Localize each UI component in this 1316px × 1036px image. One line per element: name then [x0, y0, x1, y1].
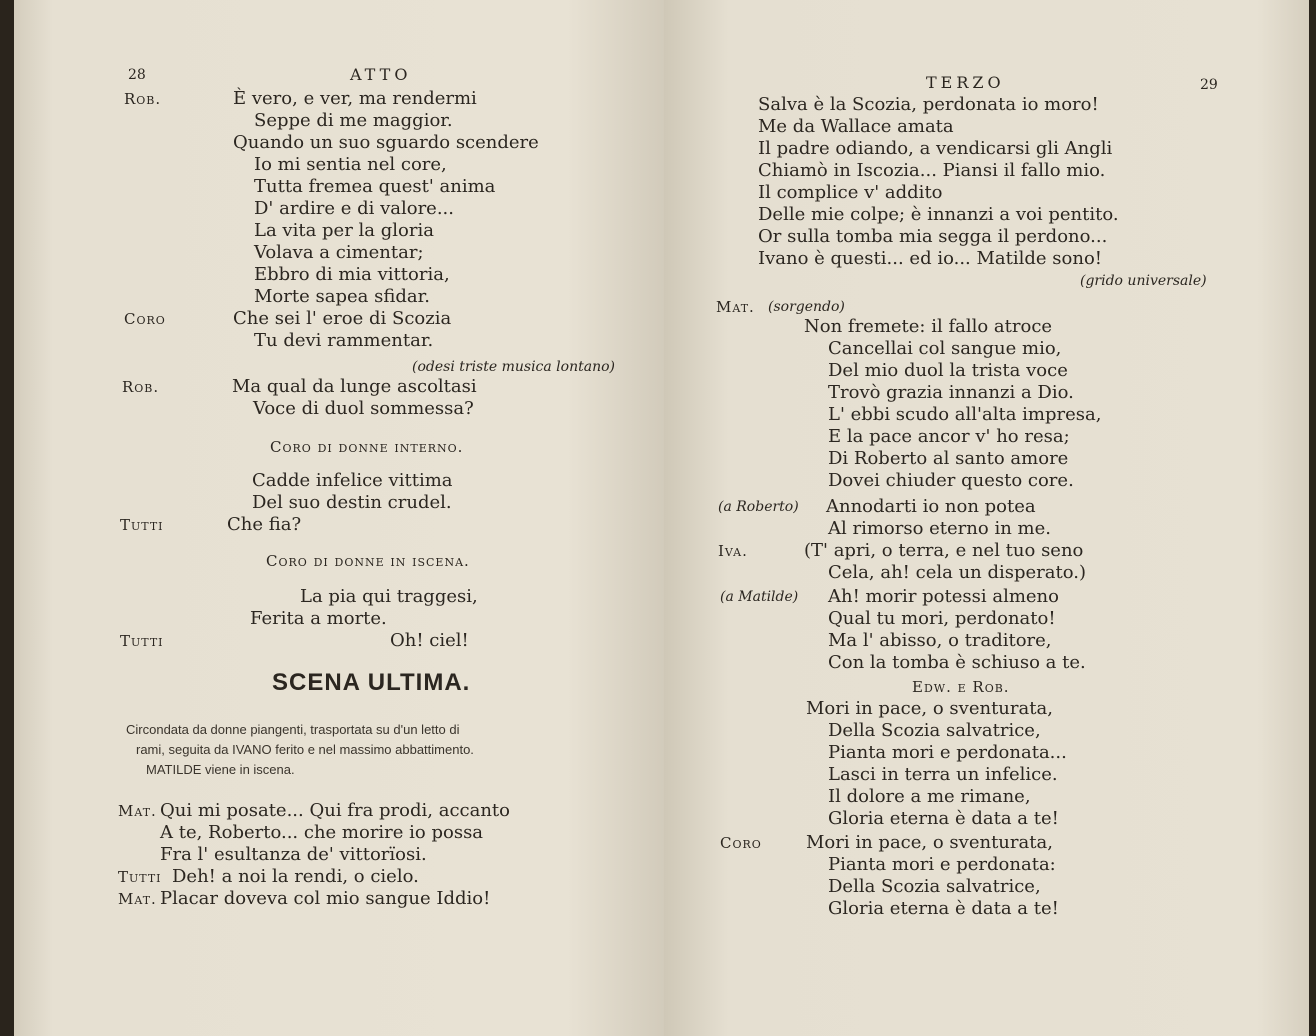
verse-line: (T' apri, o terra, e nel tuo seno: [804, 540, 1084, 561]
verse-line: Al rimorso eterno in me.: [828, 518, 1051, 539]
scene-title: SCENA ULTIMA.: [272, 669, 471, 696]
verse-line: Tu devi rammentar.: [254, 330, 434, 351]
verse-line: Il dolore a me rimane,: [828, 786, 1031, 807]
verse-line: Chiamò in Iscozia... Piansi il fallo mio.: [758, 160, 1106, 181]
speaker-iva: Iva.: [718, 542, 748, 560]
speaker-tutti: Tutti: [120, 516, 164, 534]
verse-line: Dovei chiuder questo core.: [828, 470, 1074, 491]
stage-direction: MATILDE viene in iscena.: [146, 762, 295, 777]
verse-line: Salva è la Scozia, perdonata io moro!: [758, 94, 1099, 115]
verse-line: A te, Roberto... che morire io possa: [160, 822, 484, 843]
verse-line: L' ebbi scudo all'alta impresa,: [828, 404, 1102, 425]
verse-line: Che fia?: [227, 514, 302, 535]
stage-direction-music: (odesi triste musica lontano): [412, 359, 615, 375]
stage-direction: Circondata da donne piangenti, trasportata su d'un letto di: [126, 722, 460, 737]
verse-line: Mori in pace, o sventurata,: [806, 832, 1053, 853]
stage-direction-sorgendo: (sorgendo): [768, 299, 845, 315]
left-page: [14, 0, 664, 1036]
running-header-right: TERZO: [926, 73, 1005, 92]
verse-line: Volava a cimentar;: [254, 242, 424, 263]
speaker-label: Coro: [124, 310, 166, 328]
verse-line: Non fremete: il fallo atroce: [804, 316, 1053, 337]
verse-line: Qui mi posate... Qui fra prodi, accanto: [160, 800, 510, 821]
verse-line: Gloria eterna è data a te!: [828, 808, 1059, 829]
verse-line: Io mi sentia nel core,: [254, 154, 447, 175]
verse-line: Il padre odiando, a vendicarsi gli Angli: [758, 138, 1113, 159]
verse-line: Ah! morir potessi almeno: [828, 586, 1059, 607]
verse-line: Con la tomba è schiuso a te.: [828, 652, 1086, 673]
verse-line: Pianta mori e perdonata...: [828, 742, 1067, 763]
verse-line: Ebbro di mia vittoria,: [254, 264, 450, 285]
stage-direction-a-roberto: (a Roberto): [718, 499, 799, 515]
verse-line: Voce di duol sommessa?: [253, 398, 474, 419]
page-number-left: 28: [128, 67, 146, 83]
stage-direction: rami, seguita da IVANO ferito e nel massimo abbattimento.: [136, 742, 474, 757]
speaker-label: Rob.: [124, 90, 162, 108]
verse-line: Morte sapea sfidar.: [254, 286, 430, 307]
speakers-edw-rob: Edw. e Rob.: [912, 678, 1010, 696]
verse-line: Oh! ciel!: [390, 630, 469, 651]
verse-line: Mori in pace, o sventurata,: [806, 698, 1053, 719]
verse-line: Annodarti io non potea: [826, 496, 1036, 517]
speaker-mat: Mat.: [118, 890, 157, 908]
verse-line: E la pace ancor v' ho resa;: [828, 426, 1070, 447]
verse-line: Or sulla tomba mia segga il perdono...: [758, 226, 1108, 247]
chorus-heading-interno: Coro di donne interno.: [270, 438, 464, 456]
verse-line: Di Roberto al santo amore: [828, 448, 1069, 469]
verse-line: Gloria eterna è data a te!: [828, 898, 1059, 919]
verse-line: Ma l' abisso, o traditore,: [828, 630, 1052, 651]
verse-line: Che sei l' eroe di Scozia: [233, 308, 452, 329]
verse-line: Del mio duol la trista voce: [828, 360, 1068, 381]
verse-line: Qual tu mori, perdonato!: [828, 608, 1056, 629]
verse-line: Lasci in terra un infelice.: [828, 764, 1058, 785]
verse-line: Quando un suo sguardo scendere: [233, 132, 539, 153]
running-header-left: ATTO: [350, 65, 412, 84]
verse-line: Pianta mori e perdonata:: [828, 854, 1056, 875]
verse-line: D' ardire e di valore...: [254, 198, 454, 219]
verse-line: Del suo destin crudel.: [252, 492, 452, 513]
chorus-heading-scena: Coro di donne in iscena.: [266, 552, 470, 570]
verse-line: Della Scozia salvatrice,: [828, 720, 1041, 741]
speaker-mat: Mat.: [118, 802, 157, 820]
verse-line: Della Scozia salvatrice,: [828, 876, 1041, 897]
verse-line: Trovò grazia innanzi a Dio.: [828, 382, 1074, 403]
verse-line: Cancellai col sangue mio,: [828, 338, 1062, 359]
verse-line: Placar doveva col mio sangue Iddio!: [160, 888, 491, 909]
verse-line: Cadde infelice vittima: [252, 470, 453, 491]
verse-line: Fra l' esultanza de' vittorïosi.: [160, 844, 427, 865]
speaker-tutti: Tutti: [118, 868, 162, 886]
verse-line: Me da Wallace amata: [758, 116, 954, 137]
page-number-right: 29: [1200, 77, 1218, 93]
verse-line: Seppe di me maggior.: [254, 110, 453, 131]
verse-line: Ma qual da lunge ascoltasi: [232, 376, 477, 397]
verse-line: Ferita a morte.: [250, 608, 387, 629]
verse-line: Delle mie colpe; è innanzi a voi pentito.: [758, 204, 1119, 225]
right-page: [664, 0, 1309, 1036]
stage-direction-grido: (grido universale): [1080, 273, 1207, 289]
speaker-rob: Rob.: [122, 378, 160, 396]
verse-line: Il complice v' addito: [758, 182, 943, 203]
speaker-coro: Coro: [720, 834, 762, 852]
verse-line: Cela, ah! cela un disperato.): [828, 562, 1087, 583]
verse-line: Ivano è questi... ed io... Matilde sono!: [758, 248, 1103, 269]
verse-line: È vero, e ver, ma rendermi: [233, 88, 477, 109]
verse-line: La vita per la gloria: [254, 220, 434, 241]
verse-line: La pia qui traggesi,: [300, 586, 478, 607]
verse-line: Deh! a noi la rendi, o cielo.: [172, 866, 419, 887]
verse-line: Tutta fremea quest' anima: [254, 176, 496, 197]
speaker-mat: Mat.: [716, 298, 755, 316]
speaker-tutti: Tutti: [120, 632, 164, 650]
stage-direction-a-matilde: (a Matilde): [720, 589, 799, 605]
